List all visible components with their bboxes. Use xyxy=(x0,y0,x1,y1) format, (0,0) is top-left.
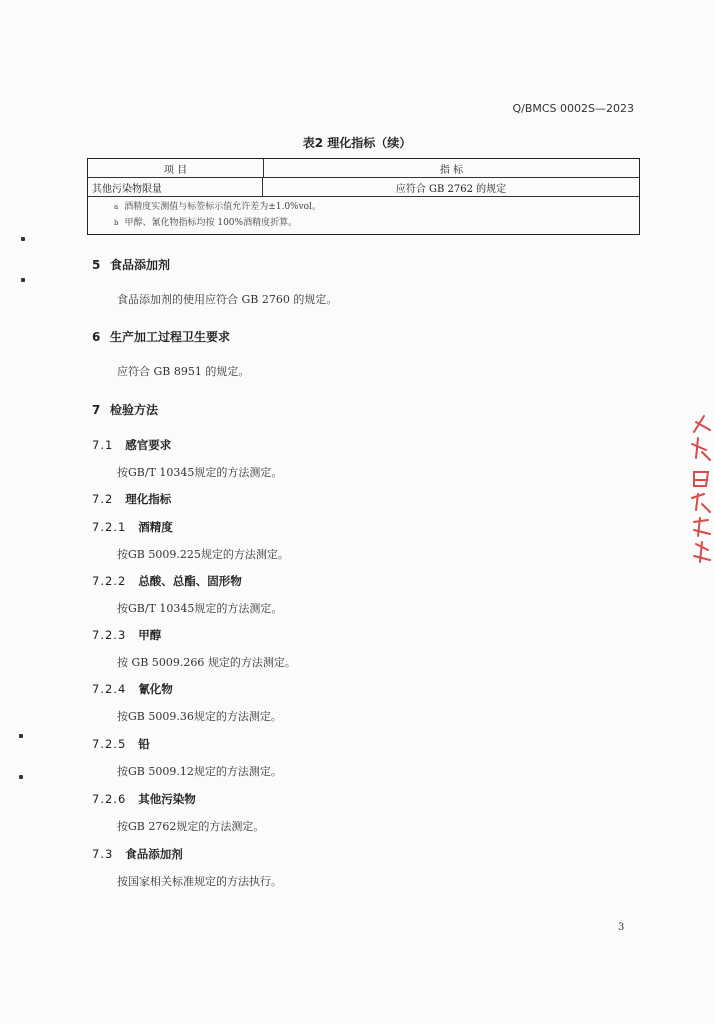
page-number: 3 xyxy=(618,922,625,933)
subsection-heading xyxy=(92,627,161,643)
scan-mark xyxy=(19,775,23,779)
scan-mark xyxy=(21,237,25,241)
subsection-title: 食品添加剂 xyxy=(125,847,183,861)
section-heading xyxy=(92,328,230,345)
section-title: 食品添加剂 xyxy=(110,258,171,272)
subsection-body: 按GB 5009.225规定的方法测定。 xyxy=(117,548,289,561)
section-number: 6 xyxy=(92,330,101,344)
subsection-number: 7.1 xyxy=(92,438,114,452)
section-body: 食品添加剂的使用应符合 GB 2760 的规定。 xyxy=(117,293,338,306)
subsection-body: 按GB 2762规定的方法测定。 xyxy=(117,820,265,833)
subsection-title: 氰化物 xyxy=(138,682,173,696)
subsection-title: 感官要求 xyxy=(125,438,172,452)
subsection-heading xyxy=(92,846,183,862)
section-heading xyxy=(92,401,158,418)
subsection-body: 按 GB 5009.266 规定的方法测定。 xyxy=(117,656,296,669)
subsection-number: 7.2.2 xyxy=(92,574,127,588)
subsection-number: 7.2.3 xyxy=(92,628,127,642)
section-number: 5 xyxy=(92,258,101,272)
subsection-heading xyxy=(92,437,171,453)
subsection-title: 铅 xyxy=(138,737,150,751)
standard-code: Q/BMCS 0002S—2023 xyxy=(512,102,634,115)
subsection-number: 7.3 xyxy=(92,847,114,861)
subsection-number: 7.2.6 xyxy=(92,792,127,806)
specs-table xyxy=(87,158,640,235)
subsection-heading xyxy=(92,791,196,807)
section-body: 应符合 GB 8951 的规定。 xyxy=(117,365,250,378)
subsection-number: 7.2.5 xyxy=(92,737,127,751)
table-row xyxy=(88,178,639,197)
note-mark: a xyxy=(114,203,119,211)
subsection-heading xyxy=(92,573,242,589)
subsection-number: 7.2.4 xyxy=(92,682,127,696)
section-title: 检验方法 xyxy=(110,403,159,417)
note-text: 酒精度实测值与标签标示值允许差为±1.0%vol。 xyxy=(124,202,321,212)
section-number: 7 xyxy=(92,403,101,417)
subsection-number: 7.2.1 xyxy=(92,520,127,534)
subsection-title: 理化指标 xyxy=(125,492,172,506)
subsection-heading xyxy=(92,491,171,507)
table-notes xyxy=(88,197,639,234)
subsection-title: 其他污染物 xyxy=(138,792,196,806)
subsection-number: 7.2 xyxy=(92,492,114,506)
table-title: 表2 理化指标（续） xyxy=(302,136,412,150)
table-header-row xyxy=(88,159,639,178)
subsection-heading xyxy=(92,681,173,697)
scan-mark xyxy=(19,734,23,738)
note-text: 甲醇、氰化物指标均按 100%酒精度折算。 xyxy=(124,218,298,228)
column-header-item: 项 目 xyxy=(88,159,264,177)
seal-stamp xyxy=(682,410,714,570)
table-cell-index: 应符合 GB 2762 的规定 xyxy=(395,183,507,195)
subsection-body: 按GB 5009.12规定的方法测定。 xyxy=(117,765,282,778)
subsection-body: 按国家相关标准规定的方法执行。 xyxy=(117,875,282,888)
subsection-title: 总酸、总酯、固形物 xyxy=(138,574,242,588)
subsection-title: 酒精度 xyxy=(138,520,173,534)
table-cell-item: 其他污染物限量 xyxy=(88,178,263,196)
scan-mark xyxy=(21,278,25,282)
section-heading xyxy=(92,256,170,273)
subsection-heading xyxy=(92,736,150,752)
section-title: 生产加工过程卫生要求 xyxy=(110,330,231,344)
table-note xyxy=(114,199,639,215)
subsection-body: 按GB 5009.36规定的方法测定。 xyxy=(117,710,282,723)
table-note xyxy=(114,215,639,231)
note-mark: b xyxy=(114,219,119,227)
column-header-index: 指 标 xyxy=(439,164,464,176)
subsection-body: 按GB/T 10345规定的方法测定。 xyxy=(117,466,283,479)
subsection-body: 按GB/T 10345规定的方法测定。 xyxy=(117,602,283,615)
subsection-title: 甲醇 xyxy=(138,628,162,642)
subsection-heading xyxy=(92,519,173,535)
